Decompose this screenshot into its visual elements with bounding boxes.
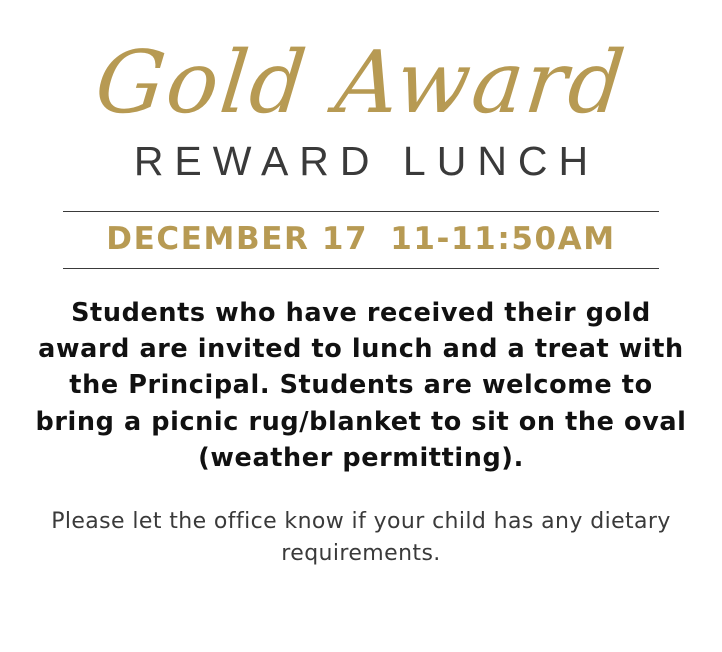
date-band [63,211,659,269]
poster-body-primary: Students who have received their gold award are invited to lunch and a treat with the Principal. Students are welcome to bring a picnic rug/blanket to sit on the oval (weather permitting). [35,298,687,473]
event-date: DECEMBER 17 [106,221,369,257]
poster-script-title: Gold Award [90,33,632,133]
event-time: 11-11:50AM [390,221,616,257]
poster-subtitle: REWARD LUNCH [133,138,600,184]
poster-body-secondary: Please let the office know if your child has any dietary requirements. [51,509,671,566]
